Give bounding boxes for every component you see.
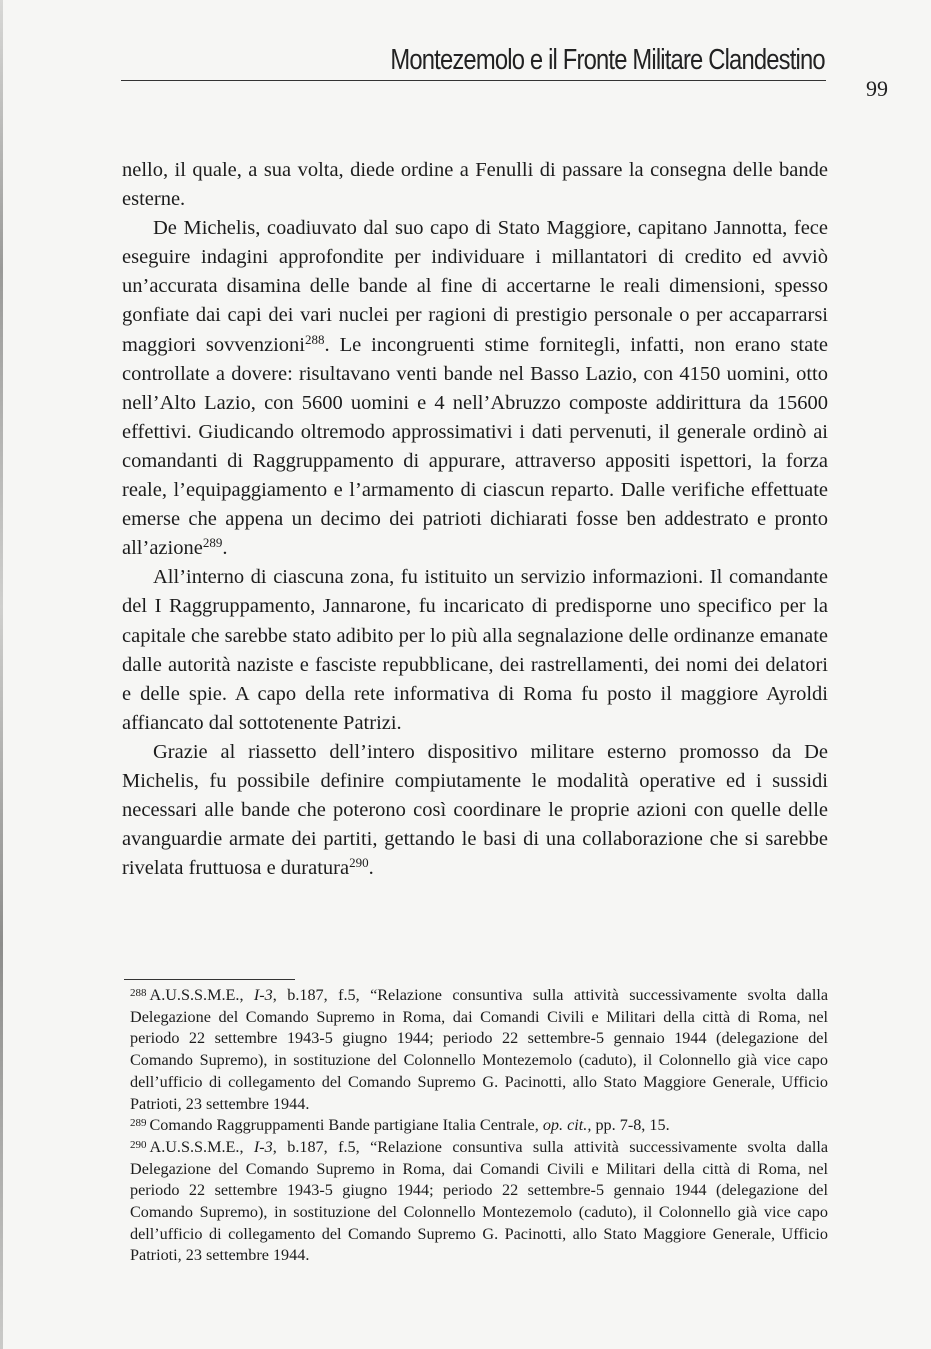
header-rule [121, 80, 826, 81]
footnote-ref-288: 288 [305, 331, 325, 347]
footnote-number: 290 [130, 1138, 147, 1151]
paragraph-1: nello, il quale, a sua volta, diede ordine a Fenulli di passare la consegna delle bande esterne. [122, 159, 828, 211]
page-number: 99 [866, 76, 888, 101]
footnote-italic: I-3 [253, 986, 273, 1004]
paragraph-4-part-b: . [368, 857, 374, 880]
paragraph-4-part-a: Grazie al riassetto dell’intero dispositivo militare esterno promosso da De Michelis, fu possibile definire compiutamente le modalità operative ed i sussidi necessari alle bande che poterono così coordinare le proprie azioni con quelle delle avanguardie armate dei partiti, gettando le basi di una collaborazione che si sarebbe rivelata fruttuosa e duratura [122, 740, 828, 880]
footnote-rest: pp. 7-8, 15. [591, 1116, 670, 1135]
running-header-title: Montezemolo e il Fronte Militare Clandestino [390, 44, 825, 76]
footnote-number: 289 [130, 1117, 147, 1130]
footnote-italic: I-3 [253, 1137, 273, 1156]
footnote-italic: op. cit., [542, 1116, 592, 1135]
page-binding-edge [0, 0, 3, 1349]
footnote-ref-290: 290 [349, 855, 369, 871]
footnote-rest: , b.187, f.5, “Relazione consuntiva sulla attività successivamente svolta dalla Delegazione del Comando Supremo in Roma, dai Comandi Civili e Militari della città di Roma, nel periodo 22 settembre 1943-5 giugno 1944; periodo 22 settembre-5 gennaio 1944 (delegazione del Comando Supremo), in sostituzione del Colonnello Montezemolo (caduto), il Colonnello già vice capo dell’ufficio di collegamento del Comando Supremo G. Pacinotti, allo Stato Maggiore Generale, Ufficio Patrioti, 23 settembre 1944. [130, 986, 829, 1113]
footnote-289 [130, 1115, 828, 1137]
paragraph-2-part-b: . Le incongruenti stime fornitegli, infatti, non erano state controllate a dovere: risultavano venti bande nel Basso Lazio, con 4150 uomini, otto nell’Alto Lazio, con 5600 uomini e 4 nell’Abruzzo composte addirittura da 15600 effettivi. Giudicando oltremodo approssimativi i dati pervenuti, il generale ordinò ai comandanti di Raggruppamento di appurare, attraverso appositi ispettori, la forza reale, l’equipaggiamento e l’armamento di ciascun reparto. Dalle verifiche effettuate emerse che appena un decimo dei patrioti dichiarati fosse ben addestrato e pronto all’azione [122, 333, 828, 560]
footnote-separator [124, 979, 295, 980]
paragraph-3: All’interno di ciascuna zona, fu istituito un servizio informazioni. Il comandante del I Raggruppamento, Jannarone, fu incaricato di predisporne uno specifico per la capitale che sarebbe stato adibito per lo più alla segnalazione delle ordinanze emanate dalle autorità naziste e fasciste repubblicane, dei rastrellamenti, dei nomi dei delatori e delle spie. A capo della rete informativa di Roma fu posto il maggiore Ayroldi affiancato dal sottotenente Patrizi. [122, 566, 828, 734]
footnote-290 [130, 1137, 828, 1267]
footnote-lead: A.U.S.S.M.E., [149, 986, 254, 1004]
paragraph-2 [122, 214, 828, 563]
footnote-rest: , b.187, f.5, “Relazione consuntiva sulla attività successivamente svolta dalla Delegazione del Comando Supremo in Roma, dai Comandi Civili e Militari della città di Roma, nel periodo 22 settembre 1943-5 giugno 1944; periodo 22 settembre-5 gennaio 1944 (delegazione del Comando Supremo), in sostituzione del Colonnello Montezemolo (caduto), il Colonnello già vice capo dell’ufficio di collegamento del Comando Supremo G. Pacinotti, allo Stato Maggiore Generale, Ufficio Patrioti, 23 settembre 1944. [130, 1137, 829, 1265]
footnote-lead: Comando Raggruppamenti Bande partigiane Italia Centrale, [149, 1116, 543, 1135]
paragraph-2-part-a: De Michelis, coadiuvato dal suo capo di Stato Maggiore, capitano Jannotta, fece eseguire indagini approfondite per individuare i millantatori di credito ed avviò un’accurata disamina delle bande al fine di accertarne le reali dimensioni, spesso gonfiate dai capi dei vari nuclei per ragioni di prestigio personale o per accaparrarsi maggiori sovvenzioni [122, 217, 828, 356]
footnote-ref-289: 289 [202, 535, 223, 551]
footnote-288 [130, 985, 828, 1115]
footnote-lead: A.U.S.S.M.E., [149, 1137, 254, 1156]
footnote-number: 288 [130, 987, 147, 999]
body-text [122, 156, 828, 883]
paragraph-2-part-c: . [222, 537, 228, 560]
footnotes [130, 985, 828, 1267]
paragraph-4 [122, 738, 828, 883]
